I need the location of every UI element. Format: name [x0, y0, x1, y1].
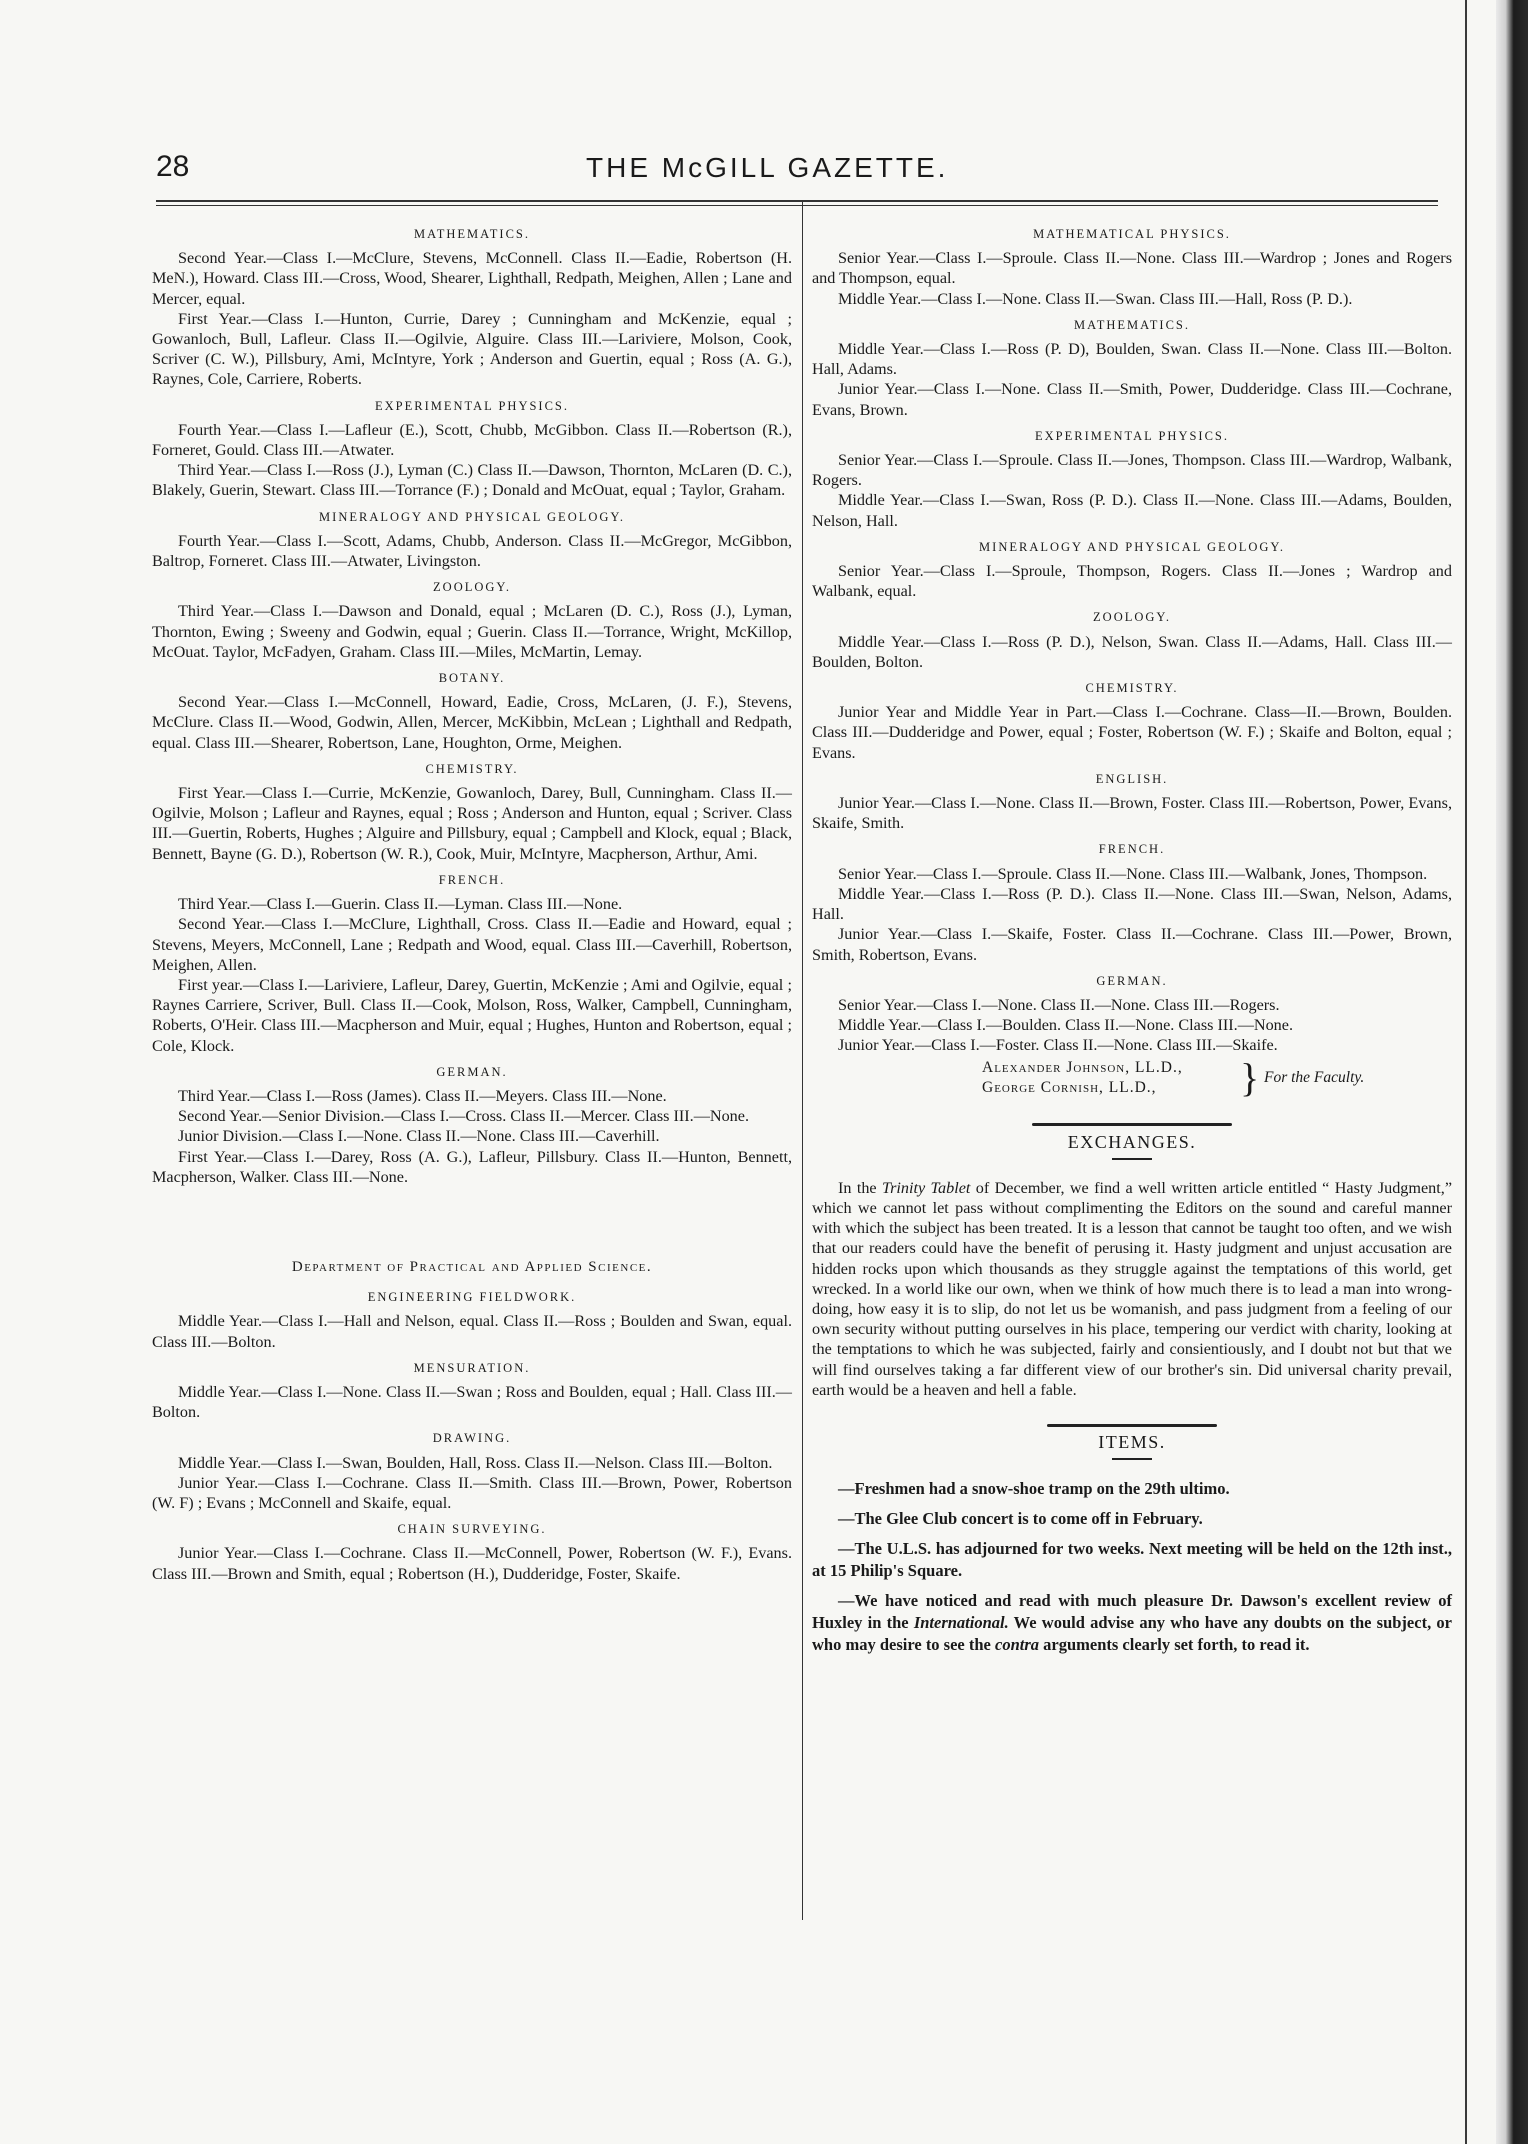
- results-paragraph: Third Year.—Class I.—Dawson and Donald, equal ; McLaren (D. C.), Ross (J.), Lyman, Thornton, Ewing ; Sweeny and Godwin, equal ; Guerin. Class II.—Torrance, Wright, McKillop, McOuat. Taylor, McFadyen, Graham. Class III.—Miles, McMartin, Lemay.: [152, 602, 792, 661]
- results-paragraph: Senior Year.—Class I.—Sproule. Class II.—None. Class III.—Walbank, Jones, Thompson.: [838, 864, 1428, 883]
- journal-title: International.: [913, 1613, 1009, 1633]
- results-paragraph: Junior Year and Middle Year in Part.—Class I.—Cochrane. Class—II.—Brown, Boulden. Class III.—Dudderidge and Power, equal ; Foster, Robertson (W. F.) ; Skaife and Bolton, equal ; Evans.: [812, 703, 1452, 762]
- text-run: We would advise any who have any doubts on the subject, or who may desire to see the: [812, 1613, 1452, 1655]
- results-paragraph: Junior Division.—Class I.—None. Class II.—None. Class III.—Caverhill.: [178, 1127, 660, 1146]
- faculty-signature: [982, 1054, 1452, 1102]
- section-heading: MENSURATION.: [413, 1360, 531, 1375]
- left-column: [152, 218, 792, 1584]
- results-paragraph: Senior Year.—Class I.—Sproule, Thompson, Rogers. Class II.—Jones ; Wardrop and Walbank, equal.: [812, 562, 1452, 601]
- section-heading: FRENCH.: [1098, 842, 1166, 857]
- results-paragraph: Third Year.—Class I.—Ross (James). Class II.—Meyers. Class III.—None.: [178, 1086, 667, 1105]
- results-paragraph: Middle Year.—Class I.—Ross (P. D.), Nelson, Swan. Class II.—Adams, Hall. Class III.—Boulden, Bolton.: [812, 632, 1452, 671]
- short-rule: [1112, 1158, 1152, 1160]
- header-rule: [156, 200, 1438, 202]
- masthead-title: THE McGILL GAZETTE.: [586, 152, 949, 183]
- results-paragraph: Junior Year.—Class I.—Cochrane. Class II.—McConnell, Power, Robertson (W. F.), Evans. Class III.—Brown and Smith, equal ; Robertson (H.), Dudderidge, Foster, Skaife.: [152, 1544, 792, 1583]
- header-rule-thin: [156, 205, 1438, 206]
- section-heading: GERMAN.: [1096, 973, 1168, 988]
- page-edge-line: [1465, 0, 1467, 2144]
- section-heading: ZOOLOGY.: [433, 580, 511, 595]
- results-paragraph: Senior Year.—Class I.—None. Class II.—None. Class III.—Rogers.: [838, 995, 1280, 1014]
- items-heading: ITEMS.: [1098, 1431, 1166, 1452]
- results-paragraph: Senior Year.—Class I.—Sproule. Class II.—None. Class III.—Wardrop ; Jones and Rogers and Thompson, equal.: [812, 249, 1452, 288]
- department-heading: Department of Practical and Applied Science.: [291, 1258, 653, 1275]
- results-paragraph: Third Year.—Class I.—Ross (J.), Lyman (C.) Class II.—Dawson, Thornton, McLaren (D. C.), Blakely, Guerin, Stewart. Class III.—Torrance (F.) ; Donald and McOuat, equal ; Taylor, Graham.: [152, 461, 792, 500]
- faculty-label: For the Faculty.: [1264, 1068, 1365, 1086]
- section-heading: MATHEMATICAL PHYSICS.: [1033, 227, 1231, 241]
- items-list: [812, 1478, 1452, 1656]
- section-heading: ENGLISH.: [1095, 771, 1169, 786]
- results-paragraph: Junior Year.—Class I.—None. Class II.—Brown, Foster. Class III.—Robertson, Power, Evans, Skaife, Smith.: [812, 794, 1452, 833]
- section-heading: EXPERIMENTAL PHYSICS.: [374, 398, 570, 413]
- section-heading: ENGINEERING FIELDWORK.: [367, 1290, 577, 1305]
- results-paragraph: Third Year.—Class I.—Guerin. Class II.—Lyman. Class III.—None.: [178, 895, 623, 914]
- results-paragraph: Second Year.—Class I.—McConnell, Howard, Eadie, Cross, McLaren, (J. F.), Stevens, McClure. Class II.—Wood, Godwin, Allen, Mercer, McKibbin, McLean ; Lighthall and Redpath, equal. Class III.—Shearer, Robertson, Lane, Houghton, Orme, Meighen.: [152, 693, 792, 752]
- section-heading: GERMAN.: [436, 1064, 508, 1079]
- section-heading: BOTANY.: [438, 671, 506, 686]
- results-paragraph: Junior Year.—Class I.—Foster. Class II.—None. Class III.—Skaife.: [838, 1036, 1278, 1055]
- column-divider: [802, 200, 803, 1920]
- results-paragraph: Fourth Year.—Class I.—Lafleur (E.), Scott, Chubb, McGibbon. Class II.—Robertson (R.), Forneret, Gould. Class III.—Atwater.: [152, 420, 792, 460]
- signatory-name: Alexander Johnson, LL.D.,: [982, 1058, 1183, 1076]
- short-rule: [1112, 1458, 1152, 1460]
- right-column: [812, 218, 1452, 1664]
- section-heading: MATHEMATICS.: [413, 227, 531, 241]
- brace-glyph: }: [1240, 1054, 1260, 1100]
- journal-title: Trinity Tablet: [881, 1178, 971, 1197]
- results-paragraph: Second Year.—Senior Division.—Class I.—Cross. Class II.—Mercer. Class III.—None.: [178, 1107, 750, 1126]
- section-heading: CHEMISTRY.: [425, 761, 519, 776]
- section-heading: CHAIN SURVEYING.: [397, 1522, 547, 1537]
- results-paragraph: First Year.—Class I.—Currie, McKenzie, Gowanloch, Darey, Bull, Cunningham. Class II.—Ogilvie, Molson ; Lafleur and Raynes, equal ; Ross ; Anderson and Hunton, equal ; Scriver. Class III.—Guertin, Roberts, Hughes ; Alguire and Pillsbury, equal ; Campbell and Klock, equal ; Black, Bennett, Bayne (G. D.), Robertson (W. R.), Cook, Muir, McIntyre, Macpherson, Arthur, Ami.: [152, 784, 792, 863]
- results-paragraph: Second Year.—Class I.—McClure, Stevens, McConnell. Class II.—Eadie, Robertson (H. MeN.), Howard. Class III.—Cross, Wood, Shearer, Lighthall, Redpath, Meighen, Allen ; Lane and Mercer, equal.: [152, 249, 792, 308]
- italic-word: contra: [995, 1635, 1040, 1655]
- results-paragraph: First Year.—Class I.—Darey, Ross (A. G.), Lafleur, Pillsbury. Class II.—Hunton, Bennett, Macpherson, Walker. Class III.—None.: [152, 1147, 792, 1186]
- results-paragraph: Middle Year.—Class I.—None. Class II.—Swan. Class III.—Hall, Ross (P. D.).: [838, 289, 1353, 308]
- section-heading: MATHEMATICS.: [1073, 317, 1191, 332]
- section-heading: ZOOLOGY.: [1093, 610, 1171, 625]
- results-paragraph: Junior Year.—Class I.—Cochrane. Class II.—Smith. Class III.—Brown, Power, Robertson (W. F) ; Evans ; McConnell and Skaife, equal.: [152, 1473, 792, 1512]
- results-paragraph: Second Year.—Class I.—McClure, Lighthall, Cross. Class II.—Eadie and Howard, equal ; Stevens, Meyers, McConnell, Lane ; Redpath and Wood, equal. Class III.—Caverhill, Robertson, Meighen, Allen.: [152, 915, 792, 974]
- results-paragraph: First Year.—Class I.—Hunton, Currie, Darey ; Cunningham and McKenzie, equal ; Gowanloch, Bull, Lafleur. Class II.—Ogilvie, Alguire. Class III.—Lariviere, Molson, Cook, Scriver (C. W.), Pillsbury, Ami, McIntyre, York ; Anderson and Guertin, equal ; Ross (A. G.), Raynes, Cole, Carriere, Roberts.: [152, 309, 792, 389]
- page-header: [156, 150, 1436, 194]
- list-item: —The Glee Club concert is to come off in February.: [838, 1509, 1203, 1529]
- text-run: arguments clearly set forth, to read it.: [1039, 1635, 1310, 1655]
- results-paragraph: Middle Year.—Class I.—Hall and Nelson, equal. Class II.—Ross ; Boulden and Swan, equal. Class III.—Bolton.: [152, 1312, 792, 1351]
- results-paragraph: Middle Year.—Class I.—Boulden. Class II.—None. Class III.—None.: [838, 1016, 1294, 1035]
- section-heading: FRENCH.: [438, 872, 506, 887]
- results-paragraph: Middle Year.—Class I.—Ross (P. D.). Class II.—None. Class III.—Swan, Nelson, Adams, Hall.: [812, 884, 1452, 924]
- section-ornament: [812, 1114, 1452, 1124]
- page-number: 28: [156, 150, 190, 183]
- text-run: of December, we find a well written article entitled “ Hasty Judgment,” which we cannot let pass without complimenting the Editors on the sound and careful manner with which the subject has been treated. It is a lesson that cannot be taught too often, and we wish that our readers could have the benefit of perusing it. Hasty judgment and unjust accusation are hidden rocks upon which thousands as they struggle against the temptations of this world, get wrecked. In a world like our own, when we think of how much there is to lead a man into wrong-doing, how easy it is to slip, do not let us be womanish, and pass judgment from a feeling of our own security without putting ourselves in his place, tempering our verdict with charity, looking at the temptations to which he was subjected, fairly and consientiously, and I doubt not but that we will find ourselves taking a far different view of our brother's sin. Did universal charity prevail, earth would be a heaven and hell a fable.: [812, 1178, 1452, 1399]
- signatory-name: George Cornish, LL.D.,: [982, 1078, 1157, 1096]
- results-paragraph: Junior Year.—Class I.—None. Class II.—Smith, Power, Dudderidge. Class III.—Cochrane, Evans, Brown.: [812, 380, 1452, 419]
- section-heading: CHEMISTRY.: [1085, 681, 1179, 696]
- results-paragraph: First year.—Class I.—Lariviere, Lafleur, Darey, Guertin, McKenzie ; Ami and Ogilvie, equal ; Raynes Carriere, Scriver, Bull. Class II.—Cook, Molson, Ross, Walker, Campbell, Cunningham, Roberts, O'Heir. Class III.—Macpherson and Muir, equal ; Hughes, Hunton and Robertson, equal ; Cole, Klock.: [152, 975, 792, 1055]
- list-item: [812, 1590, 1452, 1656]
- exchanges-heading: EXCHANGES.: [1067, 1131, 1197, 1152]
- results-paragraph: Middle Year.—Class I.—Swan, Boulden, Hall, Ross. Class II.—Nelson. Class III.—Bolton.: [178, 1453, 773, 1472]
- results-paragraph: Middle Year.—Class I.—Ross (P. D), Boulden, Swan. Class II.—None. Class III.—Bolton. Hall, Adams.: [812, 340, 1452, 379]
- list-item: —Freshmen had a snow-shoe tramp on the 29th ultimo.: [838, 1479, 1230, 1499]
- section-heading: MINERALOGY AND PHYSICAL GEOLOGY.: [319, 509, 625, 524]
- results-paragraph: Senior Year.—Class I.—Sproule. Class II.—Jones, Thompson. Class III.—Wardrop, Walbank, Rogers.: [812, 451, 1452, 490]
- results-paragraph: Middle Year.—Class I.—None. Class II.—Swan ; Ross and Boulden, equal ; Hall. Class III.—Bolton.: [152, 1382, 792, 1422]
- results-paragraph: Fourth Year.—Class I.—Scott, Adams, Chubb, Anderson. Class II.—McGregor, McGibbon, Baltrop, Forneret. Class III.—Atwater, Livingston.: [152, 531, 792, 571]
- results-paragraph: Middle Year.—Class I.—Swan, Ross (P. D.). Class II.—None. Class III.—Adams, Boulden, Nelson, Hall.: [812, 491, 1452, 530]
- section-ornament: [812, 1414, 1452, 1424]
- text-run: In the: [838, 1178, 882, 1197]
- text-run: —We have noticed and read with much pleasure Dr. Dawson's excellent review of Huxley in the: [812, 1591, 1452, 1633]
- results-paragraph: Junior Year.—Class I.—Skaife, Foster. Class II.—Cochrane. Class III.—Power, Brown, Smith, Robertson, Evans.: [812, 925, 1452, 964]
- section-heading: EXPERIMENTAL PHYSICS.: [1034, 428, 1230, 443]
- list-item: —The U.L.S. has adjourned for two weeks. Next meeting will be held on the 12th inst., at 15 Philip's Square.: [812, 1539, 1452, 1581]
- exchanges-paragraph: [812, 1178, 1452, 1400]
- section-heading: DRAWING.: [432, 1431, 512, 1446]
- scan-edge-shadow: [1496, 0, 1528, 2144]
- section-heading: MINERALOGY AND PHYSICAL GEOLOGY.: [979, 539, 1285, 554]
